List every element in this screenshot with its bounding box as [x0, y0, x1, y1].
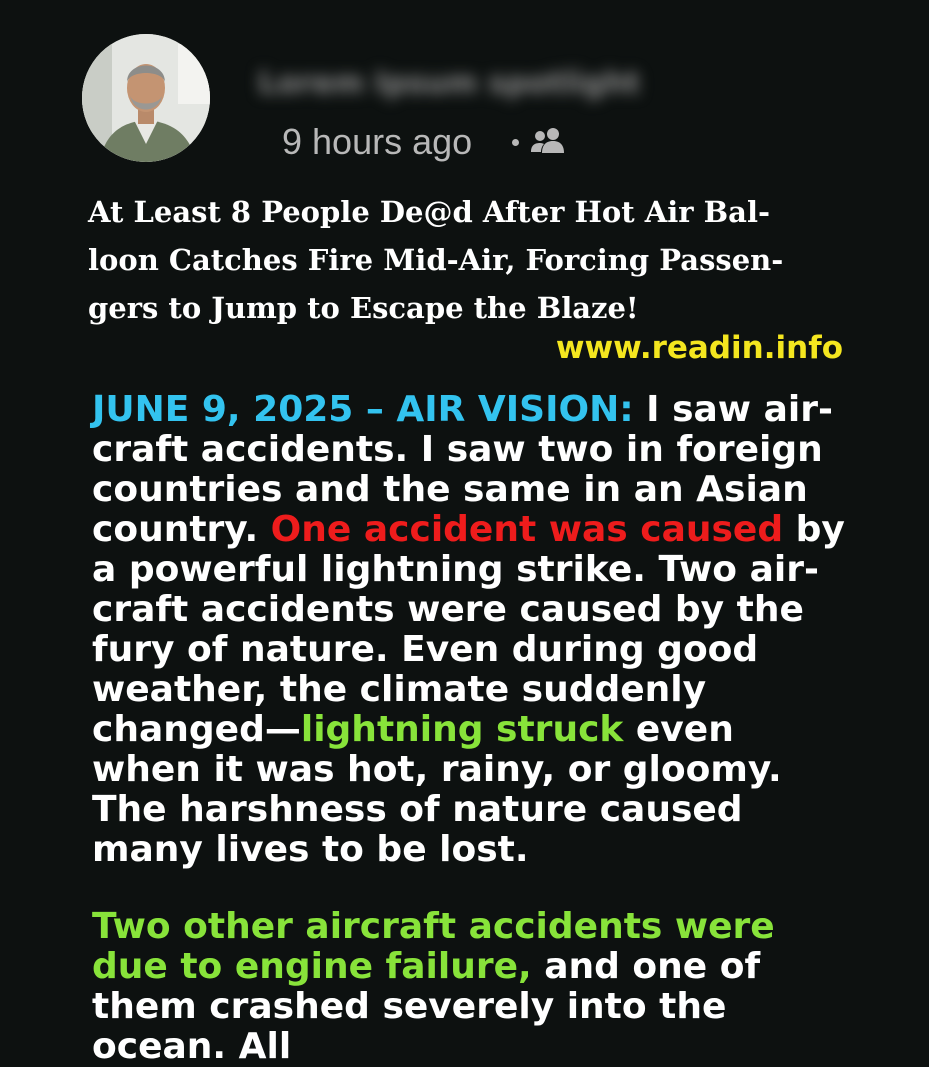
- body-text: by a powerful lightning strike. Two air-craft accidents were caused by the fury of nature. Even during good weather, the climate suddenly changed—: [92, 509, 845, 750]
- green-highlight: lightning struck: [300, 709, 624, 750]
- post-header: [82, 34, 862, 164]
- body-paragraph-1: [92, 390, 852, 870]
- post-meta: [282, 120, 567, 164]
- avatar[interactable]: [82, 34, 210, 162]
- post-time[interactable]: 9 hours ago: [282, 121, 473, 162]
- friends-icon: [531, 127, 567, 157]
- green-highlight: Two other aircraft accidents were due to engine failure,: [92, 906, 775, 987]
- headline-line: At Least 8 People De@d After Hot Air Bal-: [88, 195, 771, 229]
- separator-dot: [512, 139, 519, 146]
- body-text: and one of them crashed severely into the ocean. All: [92, 946, 761, 1067]
- body-text: I saw air-craft accidents. I saw two in foreign countries and the same in an Asian country.: [92, 389, 833, 550]
- body-text: even when it was hot, rainy, or gloomy. The harshness of nature caused many lives to be lost.: [92, 709, 782, 870]
- post-headline: [88, 188, 848, 332]
- headline-line: gers to Jump to Escape the Blaze!: [88, 291, 639, 325]
- headline-line: loon Catches Fire Mid-Air, Forcing Passen-: [88, 243, 784, 277]
- author-name[interactable]: Lorem Ipsum spotlight: [258, 66, 641, 101]
- dateline: JUNE 9, 2025 – AIR VISION:: [92, 389, 634, 430]
- body-paragraph-2: [92, 907, 852, 1067]
- source-site: www.readin.info: [555, 330, 843, 366]
- avatar-photo: [82, 34, 210, 162]
- red-highlight: One accident was caused: [270, 509, 784, 550]
